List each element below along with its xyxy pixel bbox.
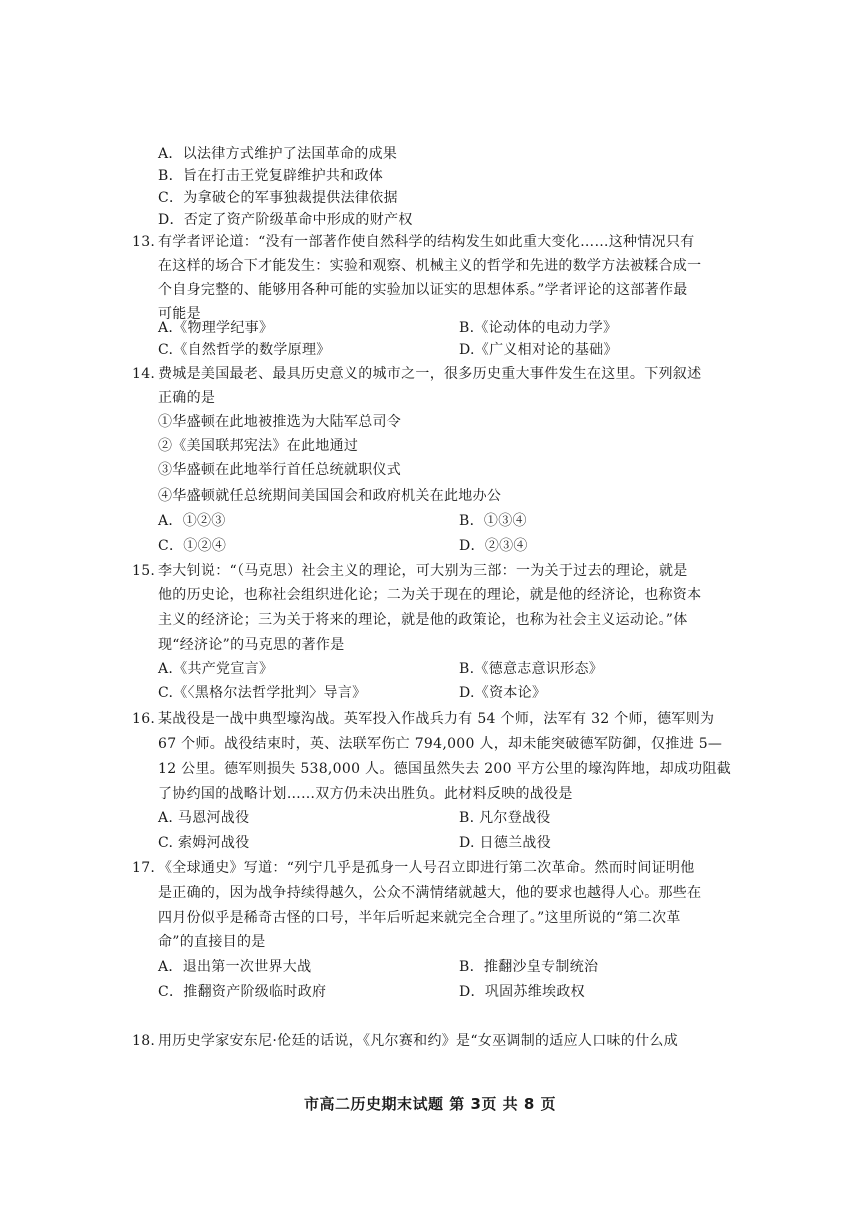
q16-stem-line: 67 个师。战役结束时，英、法联军伤亡 794,000 人，却未能突破德军防御，仅推进 5— — [158, 736, 723, 752]
q16-option-b: B. 凡尔登战役 — [459, 810, 551, 826]
q15-option-d: D.《资本论》 — [459, 685, 547, 701]
q17-number: 17. — [132, 860, 156, 876]
q13-stem-line: 个自身完整的、能够用各种可能的实验加以证实的思想体系。”学者评论的这部著作最 — [158, 282, 688, 298]
q12-option-d: D．否定了资产阶级革命中形成的财产权 — [158, 212, 413, 228]
q16-option-d: D. 日德兰战役 — [459, 835, 552, 851]
q14-stem-line: 费城是美国最老、最具历史意义的城市之一，很多历史重大事件发生在这里。下列叙述 — [158, 366, 702, 382]
q17-stem-line: 命”的直接目的是 — [158, 934, 266, 950]
page-footer: 市高二历史期末试题 第 3页 共 8 页 — [304, 1095, 556, 1113]
q14-option-b: B．①③④ — [459, 513, 527, 529]
q14-stem-line: 正确的是 — [158, 390, 216, 406]
q17-option-d: D．巩固苏维埃政权 — [459, 984, 585, 1000]
q12-option-c: C．为拿破仑的军事独裁提供法律依据 — [158, 190, 398, 206]
q16-stem-line: 12 公里。德军则损失 538,000 人。德国虽然失去 200 平方公里的壕沟阵地，却成功阻截 — [158, 761, 732, 777]
q17-stem-line: 四月份似乎是稀奇古怪的口号，半年后听起来就完全合理了。”这里所说的“第二次革 — [158, 910, 681, 926]
q17-option-c: C．推翻资产阶级临时政府 — [158, 984, 327, 1000]
q15-stem-line: 主义的经济论；三为关于将来的理论，就是他的政策论，也称为社会主义运动论。”体 — [158, 612, 688, 628]
q17-option-a: A．退出第一次世界大战 — [158, 959, 312, 975]
q13-stem-line: 可能是 — [158, 306, 201, 322]
q15-option-b: B.《德意志意识形态》 — [459, 661, 604, 677]
q14-option-c: C．①②④ — [158, 538, 227, 554]
q16-option-c: C. 索姆河战役 — [158, 835, 250, 851]
q13-option-b: B.《论动体的电动力学》 — [459, 320, 618, 336]
q14-item-1: ①华盛顿在此地被推选为大陆军总司令 — [158, 414, 402, 430]
q15-number: 15. — [132, 563, 156, 579]
q18-number: 18. — [132, 1033, 156, 1049]
q13-stem-line: 在这样的场合下才能发生：实验和观察、机械主义的哲学和先进的数学方法被糅合成一 — [158, 258, 702, 274]
q13-stem-line: 有学者评论道：“没有一部著作使自然科学的结构发生如此重大变化……这种情况只有 — [158, 234, 695, 250]
q14-item-4: ④华盛顿就任总统期间美国国会和政府机关在此地办公 — [158, 488, 502, 504]
q13-option-d: D.《广义相对论的基础》 — [459, 342, 618, 358]
q16-stem-line: 某战役是一战中典型壕沟战。英军投入作战兵力有 54 个师，法军有 32 个师，德军则为 — [158, 711, 715, 727]
q15-stem-line: 现“经济论”的马克思的著作是 — [158, 637, 345, 653]
q14-item-2: ②《美国联邦宪法》在此地通过 — [158, 438, 359, 454]
q14-item-3: ③华盛顿在此地举行首任总统就职仪式 — [158, 462, 402, 478]
q15-stem-line: 他的历史论，也称社会组织进化论；二为关于现在的理论，就是他的经济论，也称资本 — [158, 587, 702, 603]
q16-option-a: A. 马恩河战役 — [158, 810, 250, 826]
q17-option-b: B．推翻沙皇专制统治 — [459, 959, 599, 975]
q15-option-c: C.《〈黑格尔法哲学批判〉导言》 — [158, 685, 367, 701]
q13-option-a: A.《物理学纪事》 — [158, 320, 274, 336]
q13-number: 13. — [132, 234, 156, 250]
q15-option-a: A.《共产党宣言》 — [158, 661, 274, 677]
q15-stem-line: 李大钊说：“（马克思）社会主义的理论，可大别为三部：一为关于过去的理论，就是 — [158, 563, 688, 579]
q17-stem-line: 《全球通史》写道：“列宁几乎是孤身一人号召立即进行第二次革命。然而时间证明他 — [158, 860, 695, 876]
q12-option-a: A．以法律方式维护了法国革命的成果 — [158, 146, 398, 162]
q17-stem-line: 是正确的，因为战争持续得越久，公众不满情绪就越大，他的要求也越得人心。那些在 — [158, 885, 702, 901]
q16-stem-line: 了协约国的战略计划……双方仍未决出胜负。此材料反映的战役是 — [158, 786, 573, 802]
q12-option-b: B．旨在打击王党复辟维护共和政体 — [158, 168, 384, 184]
q13-option-c: C.《自然哲学的数学原理》 — [158, 342, 331, 358]
q14-option-d: D．②③④ — [459, 538, 528, 554]
q14-number: 14. — [132, 366, 156, 382]
q18-stem-line: 用历史学家安东尼·伦廷的话说，《凡尔赛和约》是“女巫调制的适应人口味的什么成 — [158, 1033, 679, 1049]
q14-option-a: A．①②③ — [158, 513, 226, 529]
q16-number: 16. — [132, 711, 156, 727]
